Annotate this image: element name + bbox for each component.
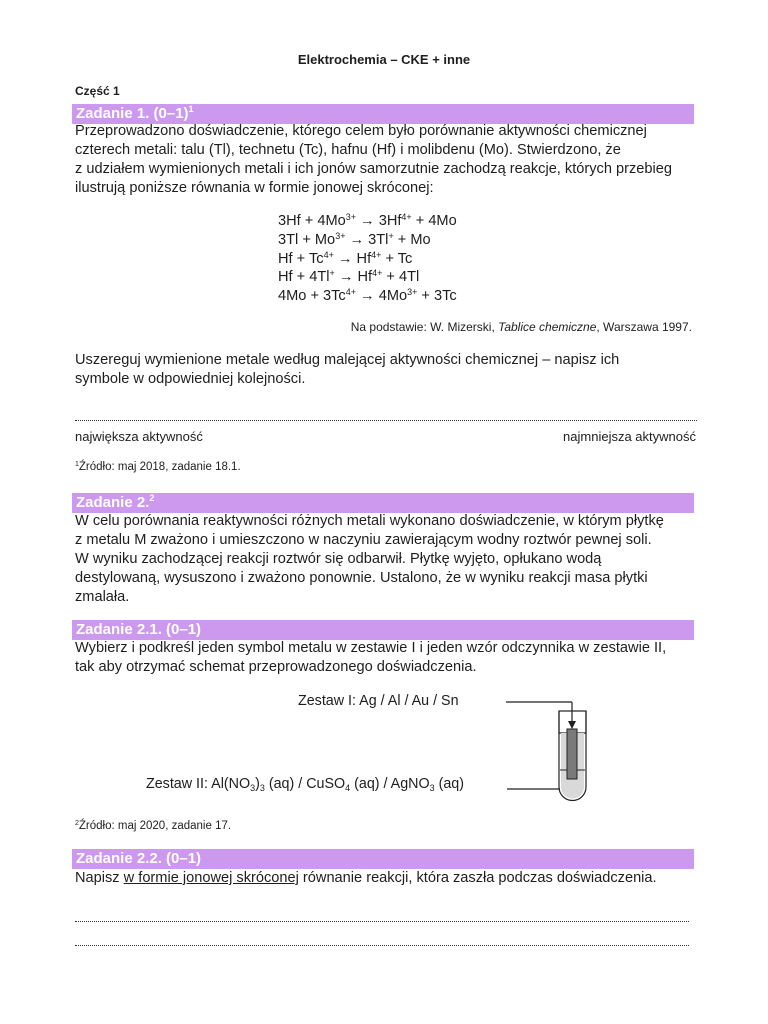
- task22-text-before: Napisz: [75, 870, 124, 886]
- footnote-2-text: Źródło: maj 2020, zadanie 17.: [78, 820, 232, 832]
- document-title: Elektrochemia – CKE + inne: [297, 52, 471, 67]
- formula-text: ): [255, 776, 260, 792]
- equation-text: + 3Tc: [417, 288, 457, 305]
- footnote-1-number: 1: [75, 461, 79, 468]
- formula-text: (aq) / CuSO: [264, 776, 346, 792]
- metal-plate: [567, 729, 577, 779]
- ion-charge: 3+: [335, 230, 346, 241]
- equation-text: 3Tl + Mo: [278, 231, 336, 248]
- task21-line: Wybierz i podkreśl jeden symbol metalu w zestawie I i jeden wzór odczynnika w zestawie II,: [75, 640, 667, 656]
- equation-text: Hf + 4Tl: [278, 269, 330, 286]
- zestaw-1-options[interactable]: Zestaw I: Ag / Al / Au / Sn: [298, 693, 459, 709]
- task22-text-after: równanie reakcji, która zaszła podczas doświadczenia.: [298, 870, 657, 886]
- equation-text: + Tc: [381, 250, 413, 267]
- equation-text: → 4Mo: [356, 288, 408, 305]
- equation-text: → Hf: [334, 269, 373, 286]
- task21-header: Zadanie 2.1. (0–1): [72, 620, 694, 640]
- arrow-head-icon: [568, 721, 576, 729]
- equation-text: 4Mo + 3Tc: [278, 288, 346, 305]
- answer-line-task22-2[interactable]: [75, 939, 689, 946]
- task22-underlined-text: w formie jonowej skróconej: [123, 870, 299, 886]
- ion-charge: 4+: [401, 212, 412, 222]
- scale-right-label: najmniejsza aktywność: [563, 429, 696, 444]
- ion-charge: 4+: [371, 249, 382, 260]
- task1-intro-line: z udziałem wymienionych metali i ich jonów samorzutnie zachodzą reakcje, których przebieg: [75, 161, 672, 177]
- task2-intro-line: destylowaną, wysuszono i zważono ponownie. Ustalono, że w wyniku reakcji masa płytki: [75, 570, 648, 586]
- formula-text: Zestaw II: Al(NO: [146, 776, 251, 792]
- ion-charge: 4+: [345, 287, 356, 298]
- equation-text: → Hf: [333, 250, 372, 267]
- formula-subscript: 3: [429, 783, 435, 793]
- task2-intro-line: zmalała.: [75, 589, 130, 605]
- footnote-2-number: 2: [75, 820, 79, 827]
- task22-instruction: [75, 869, 700, 888]
- ion-charge: +: [329, 268, 335, 279]
- task1-question-line: Uszereguj wymienione metale według malejącej aktywności chemicznej – napisz ich: [75, 352, 620, 368]
- formula-text: (aq) / AgNO: [350, 776, 430, 792]
- equation-text: 3Hf + 4Mo: [278, 213, 346, 229]
- task1-question-line: symbole w odpowiedniej kolejności.: [75, 371, 306, 387]
- part-label: Część 1: [75, 84, 120, 98]
- task1-intro-line: ilustrują poniższe równania w formie jonowej skróconej:: [75, 180, 434, 196]
- equation-text: + Mo: [393, 231, 431, 248]
- scale-left-label: największa aktywność: [75, 429, 203, 444]
- formula-subscript: 3: [250, 783, 256, 793]
- equation-text: + 4Tl: [382, 269, 420, 286]
- formula-subscript: 3: [259, 783, 265, 793]
- task2-intro-line: W wyniku zachodzącej reakcji roztwór się odbarwił. Płytkę wyjęto, opłukano wodą: [75, 551, 602, 567]
- task2-header-footnote-ref: 2: [149, 493, 155, 503]
- task2-intro-line: W celu porównania reaktywności różnych metali wykonano doświadczenie, w którym płytkę: [75, 513, 664, 529]
- ion-charge: 4+: [372, 268, 383, 279]
- task22-header: Zadanie 2.2. (0–1): [72, 849, 694, 869]
- source-prefix: Na podstawie: W. Mizerski,: [350, 320, 499, 334]
- answer-line-task22-1[interactable]: [75, 915, 689, 922]
- task2-header-text: Zadanie 2.: [76, 494, 150, 511]
- footnote-1-text: Źródło: maj 2018, zadanie 18.1.: [78, 461, 241, 473]
- task1-header-footnote-ref: 1: [188, 104, 194, 114]
- source-title: Tablice chemiczne: [498, 320, 597, 334]
- ion-charge: +: [388, 230, 394, 241]
- formula-subscript: 4: [345, 783, 351, 793]
- equation-text: → 3Hf: [356, 213, 402, 229]
- equation-text: Hf + Tc: [278, 250, 324, 267]
- equation-text: → 3Tl: [345, 231, 389, 248]
- source-suffix: , Warszawa 1997.: [596, 320, 692, 334]
- task1-header-text: Zadanie 1. (0–1): [76, 105, 189, 122]
- ion-charge: 3+: [345, 212, 356, 222]
- formula-text: (aq): [434, 776, 465, 792]
- task1-intro-line: Przeprowadzono doświadczenie, którego celem było porównanie aktywności chemicznej: [75, 123, 647, 139]
- task2-intro-line: z metalu M zważono i umieszczono w naczyniu zawierającym wodny roztwór pewnej soli.: [75, 532, 652, 548]
- ion-charge: 3+: [407, 287, 418, 298]
- task21-line: tak aby otrzymać schemat przeprowadzonego doświadczenia.: [75, 659, 477, 675]
- ion-charge: 4+: [323, 249, 334, 260]
- task1-intro-line: czterech metali: talu (Tl), technetu (Tc), hafnu (Hf) i molibdenu (Mo). Stwierdzono, że: [75, 142, 621, 158]
- equation-text: + 4Mo: [411, 213, 457, 229]
- footnote-2: [75, 820, 231, 832]
